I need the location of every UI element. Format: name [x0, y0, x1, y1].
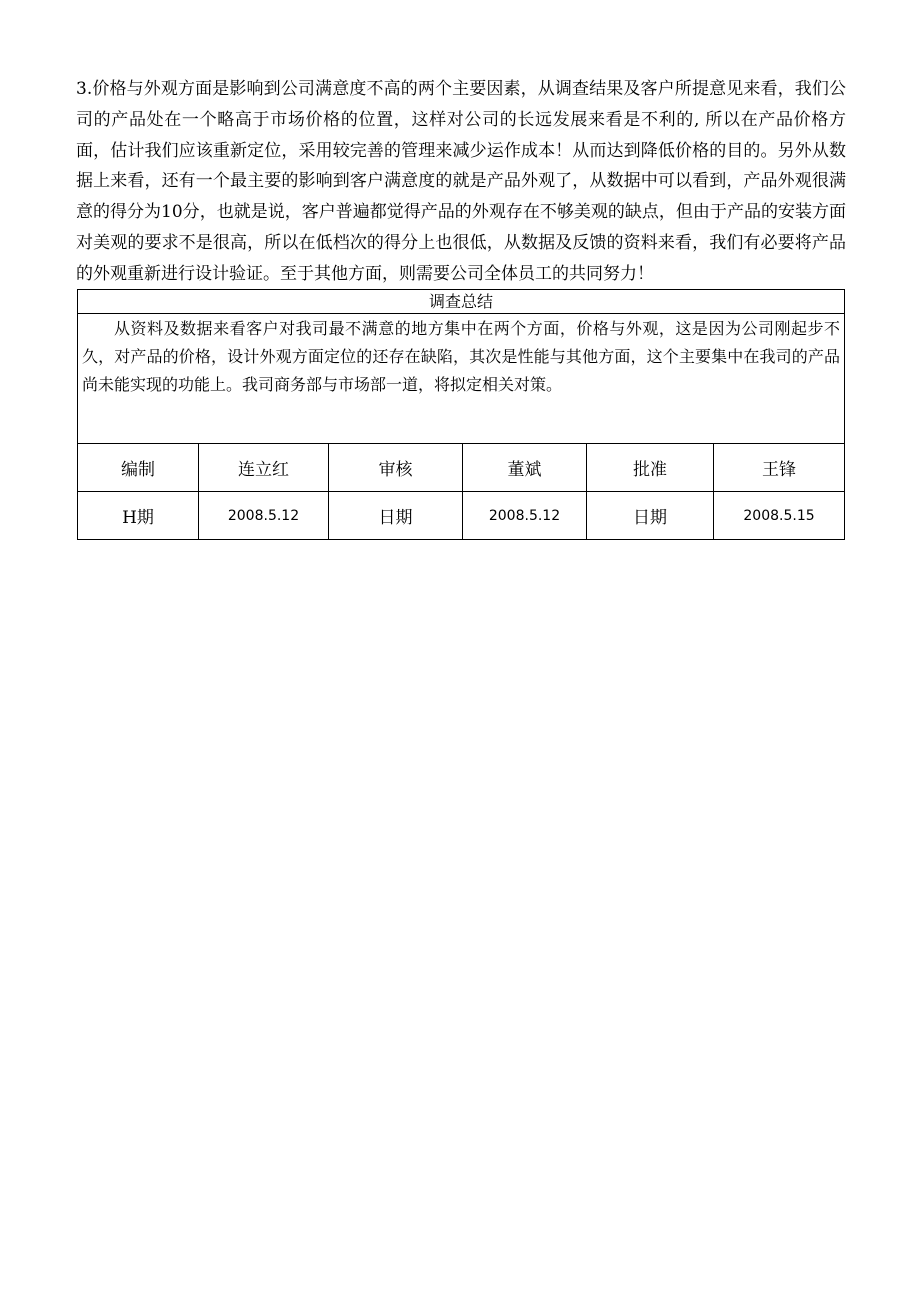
compiled-date: 2008.5.12 — [199, 492, 329, 540]
reviewed-by-name: 董斌 — [463, 444, 587, 492]
approved-date: 2008.5.15 — [714, 492, 845, 540]
signature-row — [78, 444, 845, 492]
compiled-by-name: 连立红 — [199, 444, 329, 492]
reviewed-by-label: 审核 — [329, 444, 463, 492]
compiled-date-label: H期 — [78, 492, 199, 540]
approved-by-name: 王锋 — [714, 444, 845, 492]
summary-body: 从资料及数据来看客户对我司最不满意的地方集中在两个方面，价格与外观，这是因为公司刚起步不久，对产品的价格，设计外观方面定位的还存在缺陷，其次是性能与其他方面，这个主要集中在我司的产品尚未能实现的功能上。我司商务部与市场部一道，将拟定相关对策。 — [78, 314, 845, 444]
reviewed-date: 2008.5.12 — [463, 492, 587, 540]
analysis-paragraph: 3.价格与外观方面是影响到公司满意度不高的两个主要因素，从调查结果及客户所提意见来看，我们公司的产品处在一个略高于市场价格的位置，这样对公司的长远发展来看是不利的, 所以在产品价格方面，估计我们应该重新定位，采用较完善的管理来减少运作成本！从而达到降低价格的目的。另外从数据上来看，还有一个最主要的影响到客户满意度的就是产品外观了，从数据中可以看到，产品外观很满意的得分为10分，也就是说，客户普遍都觉得产品的外观存在不够美观的缺点，但由于产品的安装方面对美观的要求不是很高，所以在低档次的得分上也很低，从数据及反馈的资料来看，我们有必要将产品的外观重新进行设计验证。至于其他方面，则需要公司全体员工的共同努力！ — [76, 79, 846, 284]
approved-by-label: 批准 — [587, 444, 714, 492]
reviewed-date-label: 日期 — [329, 492, 463, 540]
approved-date-label: 日期 — [587, 492, 714, 540]
survey-summary-table — [77, 289, 845, 540]
compiled-by-label: 编制 — [78, 444, 199, 492]
summary-title: 调查总结 — [78, 290, 845, 314]
date-row — [78, 492, 845, 540]
